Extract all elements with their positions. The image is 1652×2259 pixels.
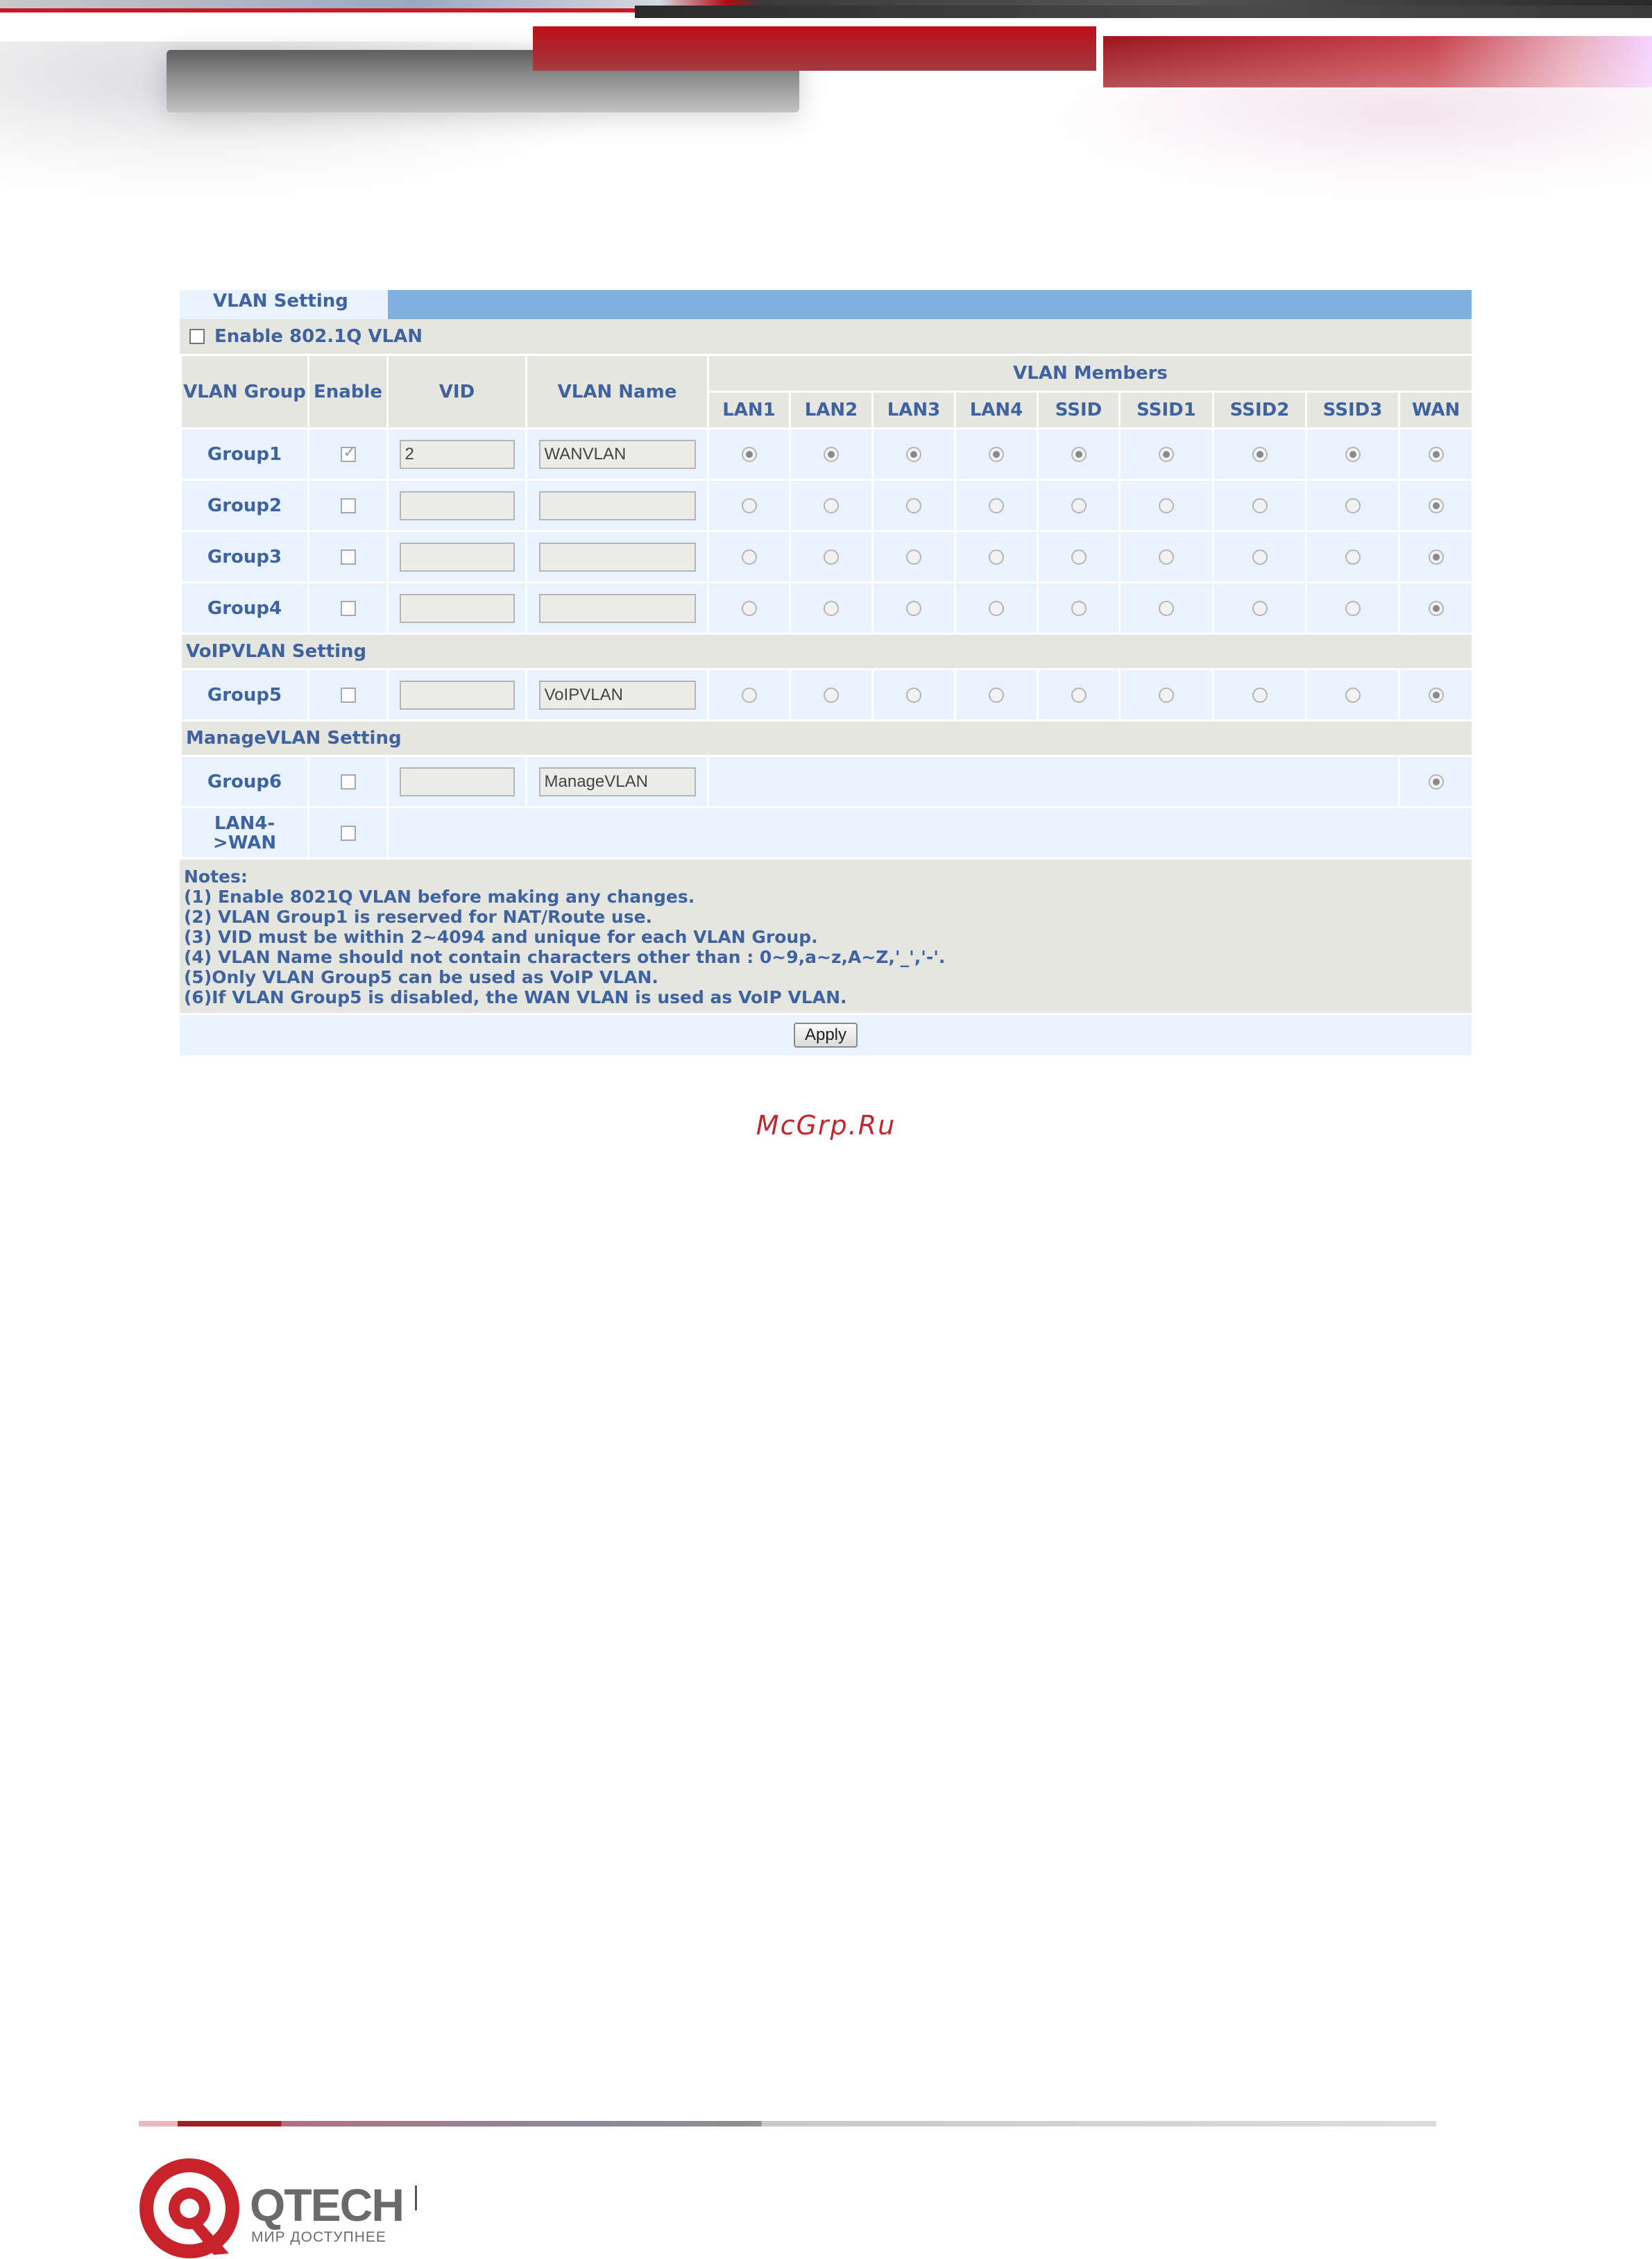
group1-ssid2-radio[interactable] bbox=[1252, 447, 1268, 462]
group1-vid-input[interactable]: 2 bbox=[400, 440, 515, 469]
group3-label: Group3 bbox=[181, 531, 309, 583]
note-line-5: (5)Only VLAN Group5 can be used as VoIP VLAN. bbox=[184, 967, 658, 987]
group1-lan2-radio[interactable] bbox=[824, 447, 839, 462]
group4-lan1-radio[interactable] bbox=[742, 601, 757, 616]
group4-wan-radio[interactable] bbox=[1429, 601, 1444, 616]
header-member-lan2: LAN2 bbox=[790, 392, 873, 429]
group5-lan3-radio[interactable] bbox=[906, 688, 921, 703]
header-vlan-members: VLAN Members bbox=[708, 355, 1473, 392]
group3-ssid-radio[interactable] bbox=[1071, 549, 1087, 565]
brand-name: QTECH bbox=[250, 2179, 403, 2231]
header-member-ssid2: SSID2 bbox=[1214, 392, 1306, 429]
footer-separator bbox=[415, 2185, 417, 2210]
enable-8021q-label: Enable 802.1Q VLAN bbox=[214, 326, 423, 347]
vlan-setting-panel bbox=[180, 290, 1472, 1055]
lan4-wan-checkbox[interactable] bbox=[341, 826, 356, 841]
header-vlan-name: VLAN Name bbox=[527, 355, 708, 429]
group1-lan4-radio[interactable] bbox=[989, 447, 1004, 462]
banner-fade bbox=[0, 28, 1652, 264]
group6-vid-input[interactable] bbox=[400, 767, 515, 796]
group2-ssid2-radio[interactable] bbox=[1252, 498, 1268, 513]
header-vlan-group: VLAN Group bbox=[181, 355, 309, 429]
table-row-group5 bbox=[181, 670, 1473, 721]
group2-enable-checkbox[interactable] bbox=[341, 498, 356, 513]
note-line-6: (6)If VLAN Group5 is disabled, the WAN VLAN is used as VoIP VLAN. bbox=[184, 987, 847, 1007]
group5-lan2-radio[interactable] bbox=[824, 688, 839, 703]
header-banner bbox=[0, 0, 1652, 264]
group3-ssid2-radio[interactable] bbox=[1252, 549, 1268, 565]
header-member-ssid1: SSID1 bbox=[1120, 392, 1214, 429]
group2-lan4-radio[interactable] bbox=[989, 498, 1004, 513]
group1-enable-checkbox[interactable] bbox=[341, 447, 356, 462]
group4-ssid-radio[interactable] bbox=[1071, 601, 1087, 616]
group5-ssid3-radio[interactable] bbox=[1345, 688, 1361, 703]
table-row-group2 bbox=[181, 480, 1473, 531]
group4-label: Group4 bbox=[181, 583, 309, 634]
table-row-group3 bbox=[181, 531, 1473, 583]
header-member-ssid3: SSID3 bbox=[1306, 392, 1399, 429]
group1-lan3-radio[interactable] bbox=[906, 447, 921, 462]
group5-ssid2-radio[interactable] bbox=[1252, 688, 1268, 703]
enable-8021q-row bbox=[180, 319, 1472, 354]
group4-vid-input[interactable] bbox=[400, 594, 515, 623]
note-line-3: (3) VID must be within 2~4094 and unique for each VLAN Group. bbox=[184, 927, 818, 947]
lan4-wan-empty bbox=[388, 808, 1473, 859]
note-line-4: (4) VLAN Name should not contain characters other than : 0~9,a~z,A~Z,'_','-'. bbox=[184, 947, 946, 967]
voip-section-row bbox=[181, 634, 1473, 670]
group3-name-input[interactable] bbox=[539, 543, 696, 572]
apply-button[interactable]: Apply bbox=[794, 1023, 858, 1048]
header-enable: Enable bbox=[309, 355, 388, 429]
group5-lan1-radio[interactable] bbox=[742, 688, 757, 703]
tab-bar bbox=[180, 290, 1472, 319]
group2-lan1-radio[interactable] bbox=[742, 498, 757, 513]
header-member-lan4: LAN4 bbox=[955, 392, 1038, 429]
table-row-group1 bbox=[181, 429, 1473, 480]
group2-name-input[interactable] bbox=[539, 491, 696, 520]
apply-bar bbox=[180, 1013, 1472, 1055]
group3-lan3-radio[interactable] bbox=[906, 549, 921, 565]
group5-lan4-radio[interactable] bbox=[989, 688, 1004, 703]
group3-lan1-radio[interactable] bbox=[742, 549, 757, 565]
vlan-table bbox=[180, 354, 1474, 860]
group3-enable-checkbox[interactable] bbox=[341, 549, 356, 565]
group4-ssid2-radio[interactable] bbox=[1252, 601, 1268, 616]
group1-name-cell bbox=[527, 429, 708, 480]
group5-label: Group5 bbox=[181, 670, 309, 721]
group1-lan1-radio[interactable] bbox=[742, 447, 757, 462]
manage-section-title: ManageVLAN Setting bbox=[181, 721, 1473, 756]
group4-lan2-radio[interactable] bbox=[824, 601, 839, 616]
group5-vid-input[interactable] bbox=[400, 681, 515, 710]
group3-wan-radio[interactable] bbox=[1429, 549, 1444, 565]
group4-name-input[interactable] bbox=[539, 594, 696, 623]
group6-label: Group6 bbox=[181, 756, 309, 808]
group1-ssid1-radio[interactable] bbox=[1159, 447, 1174, 462]
group2-lan3-radio[interactable] bbox=[906, 498, 921, 513]
group2-ssid1-radio[interactable] bbox=[1159, 498, 1174, 513]
group4-lan4-radio[interactable] bbox=[989, 601, 1004, 616]
brand-tagline: МИР ДОСТУПНЕЕ bbox=[251, 2229, 386, 2245]
manage-section-row bbox=[181, 721, 1473, 756]
enable-8021q-checkbox[interactable] bbox=[189, 329, 205, 344]
lan4-wan-label-line2: >WAN bbox=[212, 832, 277, 853]
group1-ssid3-radio[interactable] bbox=[1345, 447, 1361, 462]
group6-name-input[interactable]: ManageVLAN bbox=[539, 767, 696, 796]
group3-vid-input[interactable] bbox=[400, 543, 515, 572]
header-member-wan: WAN bbox=[1399, 392, 1473, 429]
group3-lan4-radio[interactable] bbox=[989, 549, 1004, 565]
group5-ssid-radio[interactable] bbox=[1071, 688, 1087, 703]
group4-ssid3-radio[interactable] bbox=[1345, 601, 1361, 616]
header-vid: VID bbox=[388, 355, 527, 429]
group2-label: Group2 bbox=[181, 480, 309, 531]
notes-title: Notes: bbox=[184, 867, 248, 887]
group2-ssid-radio[interactable] bbox=[1071, 498, 1087, 513]
group3-ssid3-radio[interactable] bbox=[1345, 549, 1361, 565]
group6-enable-checkbox[interactable] bbox=[341, 774, 356, 790]
group6-members-empty bbox=[708, 756, 1399, 808]
group1-label: Group1 bbox=[181, 429, 309, 480]
voip-section-title: VoIPVLAN Setting bbox=[181, 634, 1473, 670]
note-line-1: (1) Enable 8021Q VLAN before making any changes. bbox=[184, 887, 695, 907]
header-member-ssid: SSID bbox=[1038, 392, 1120, 429]
group5-ssid1-radio[interactable] bbox=[1159, 688, 1174, 703]
group1-wan-radio[interactable] bbox=[1429, 447, 1444, 462]
banner-dark-bar bbox=[635, 6, 1652, 18]
table-row-group6 bbox=[181, 756, 1473, 808]
group4-lan3-radio[interactable] bbox=[906, 601, 921, 616]
group2-lan2-radio[interactable] bbox=[824, 498, 839, 513]
group4-ssid1-radio[interactable] bbox=[1159, 601, 1174, 616]
group1-enable-cell bbox=[309, 429, 388, 480]
group5-name-input[interactable]: VoIPVLAN bbox=[539, 681, 696, 710]
header-member-lan3: LAN3 bbox=[873, 392, 955, 429]
group1-vid-cell bbox=[388, 429, 527, 480]
group2-vid-input[interactable] bbox=[400, 491, 515, 520]
group1-name-input[interactable]: WANVLAN bbox=[539, 440, 696, 469]
group6-wan-radio[interactable] bbox=[1429, 774, 1444, 790]
group5-wan-radio[interactable] bbox=[1429, 688, 1444, 703]
group3-lan2-radio[interactable] bbox=[824, 549, 839, 565]
lan4-wan-label bbox=[181, 808, 309, 859]
watermark-text: McGrp.Ru bbox=[756, 1110, 896, 1141]
group2-ssid3-radio[interactable] bbox=[1345, 498, 1361, 513]
notes-block bbox=[180, 860, 1472, 1013]
table-row-group4 bbox=[181, 583, 1473, 634]
lan4-wan-label-line1: LAN4- bbox=[214, 812, 275, 834]
note-line-2: (2) VLAN Group1 is reserved for NAT/Route use. bbox=[184, 907, 653, 927]
group2-wan-radio[interactable] bbox=[1429, 498, 1444, 513]
tab-vlan-setting[interactable]: VLAN Setting bbox=[180, 290, 388, 319]
group1-ssid-radio[interactable] bbox=[1071, 447, 1087, 462]
header-member-lan1: LAN1 bbox=[708, 392, 790, 429]
group4-enable-checkbox[interactable] bbox=[341, 601, 356, 616]
group5-enable-checkbox[interactable] bbox=[341, 688, 356, 703]
footer-divider bbox=[139, 2121, 1436, 2126]
table-row-lan4-wan bbox=[181, 808, 1473, 859]
group3-ssid1-radio[interactable] bbox=[1159, 549, 1174, 565]
qtech-logo-icon bbox=[139, 2158, 240, 2259]
